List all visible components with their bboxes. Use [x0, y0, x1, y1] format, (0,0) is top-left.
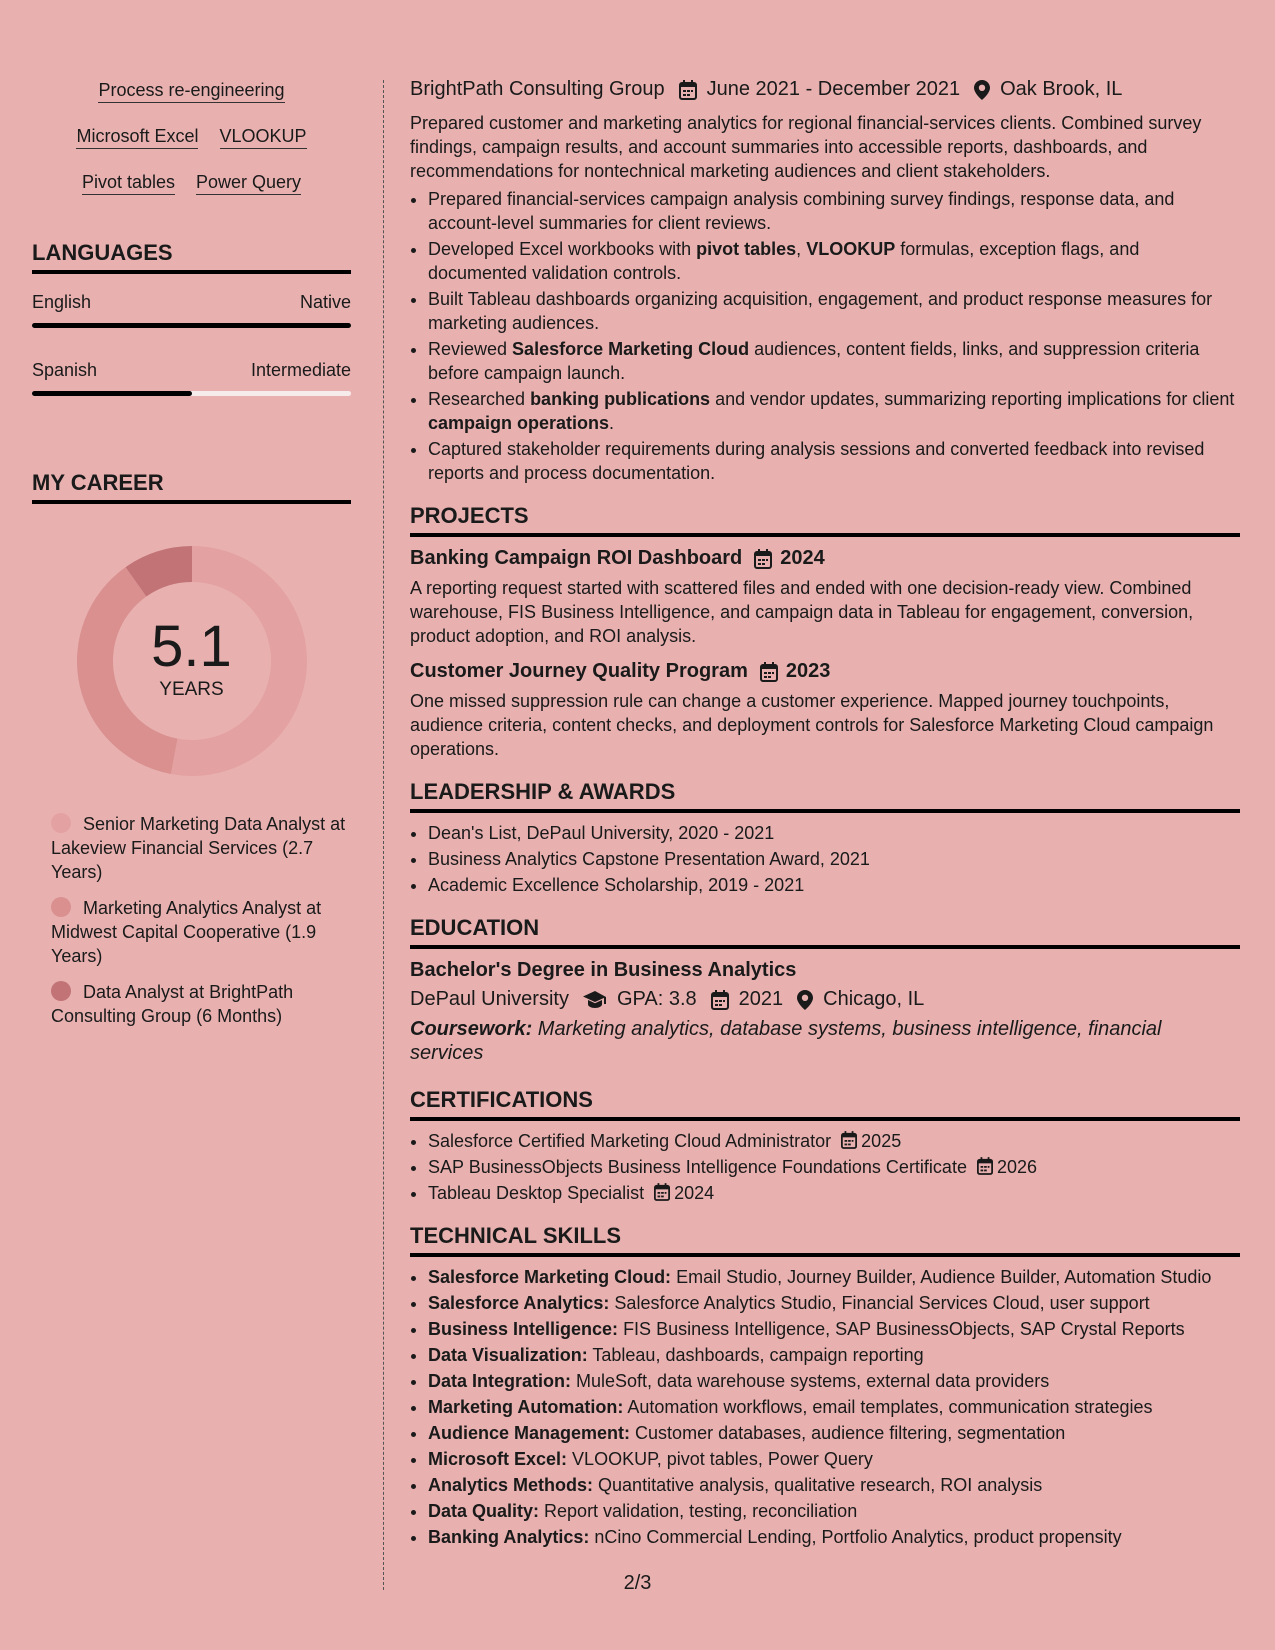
- certification-item: [428, 1129, 1240, 1153]
- list-item: • Dean's List, DePaul University, 2020 - 2021: [428, 821, 1240, 845]
- legend-item: [51, 980, 351, 1028]
- legend-dot: [51, 981, 71, 1001]
- calendar-icon: [654, 1183, 670, 1201]
- company-name: BrightPath Consulting Group: [410, 78, 665, 100]
- legend-dot: [51, 897, 71, 917]
- certifications-heading: CERTIFICATIONS: [410, 1087, 1240, 1121]
- coursework-text: Marketing analytics, database systems, business intelligence, financial services: [410, 1018, 1162, 1064]
- technical-skills-list: [410, 1265, 1240, 1549]
- list-item: • Academic Excellence Scholarship, 2019 - 2021: [428, 873, 1240, 897]
- list-item: • Business Analytics Capstone Presentation Award, 2021: [428, 847, 1240, 871]
- skill-tags: [32, 80, 351, 196]
- certification-item: [428, 1181, 1240, 1205]
- experience-meta: [410, 78, 1240, 101]
- career-years-unit: YEARS: [159, 679, 224, 700]
- legend-dot: [51, 813, 71, 833]
- experience-dates: June 2021 - December 2021: [706, 78, 961, 100]
- technical-skill-item: • Salesforce Marketing Cloud: Email Studio, Journey Builder, Audience Builder, Automation Studio: [428, 1265, 1240, 1289]
- experience-bullet: • Built Tableau dashboards organizing acquisition, engagement, and product response measures for marketing audiences.: [428, 287, 1240, 335]
- proficiency-bar: [32, 323, 351, 328]
- language-item: [32, 360, 351, 396]
- education-heading: EDUCATION: [410, 915, 1240, 949]
- location-pin-icon: [974, 80, 990, 100]
- certification-item: [428, 1155, 1240, 1179]
- certifications-list: [410, 1129, 1240, 1205]
- certification-year: 2024: [674, 1183, 715, 1203]
- experience-location: Oak Brook, IL: [1000, 78, 1123, 100]
- experience-bullet: • Reviewed Salesforce Marketing Cloud audiences, content fields, links, and suppression criteria before campaign launch.: [428, 337, 1240, 385]
- career-legend: [32, 812, 351, 1028]
- project-year: 2023: [785, 660, 831, 682]
- calendar-icon: [711, 990, 729, 1010]
- technical-skill-item: • Data Integration: MuleSoft, data warehouse systems, external data providers: [428, 1369, 1240, 1393]
- column-divider: [383, 80, 384, 1590]
- coursework: [410, 1017, 1240, 1065]
- proficiency-bar: [32, 391, 351, 396]
- technical-skill-item: • Analytics Methods: Quantitative analysis, qualitative research, ROI analysis: [428, 1473, 1240, 1497]
- leadership-heading: LEADERSHIP & AWARDS: [410, 779, 1240, 813]
- school-name: DePaul University: [410, 988, 569, 1010]
- project-title: Banking Campaign ROI Dashboard: [410, 547, 743, 569]
- project-description: A reporting request started with scattered files and ended with one decision-ready view. Combined warehouse, FIS Business Intelligence, and campaign data in Tableau for engagement, conversion, product adoption, and ROI analysis.: [410, 578, 1194, 646]
- technical-skill-item: • Banking Analytics: nCino Commercial Lending, Portfolio Analytics, product propensity: [428, 1525, 1240, 1549]
- experience-bullets: [410, 187, 1240, 485]
- skill-tag: VLOOKUP: [220, 126, 307, 149]
- experience-summary: Prepared customer and marketing analytics for regional financial-services clients. Combined survey findings, campaign results, and account summaries into accessible reports, dashboards, and recommendations for nontechnical marketing audiences and client stakeholders.: [410, 113, 1202, 181]
- calendar-icon: [977, 1157, 993, 1175]
- skill-tag: Pivot tables: [82, 172, 175, 195]
- certification-year: 2025: [861, 1131, 902, 1151]
- career-total-years: 5.1: [151, 614, 232, 679]
- calendar-icon: [754, 549, 772, 569]
- page-number: 2/3: [623, 1572, 652, 1594]
- project-title: Customer Journey Quality Program: [410, 660, 748, 682]
- legend-label: Data Analyst at BrightPath Consulting Group (6 Months): [51, 982, 294, 1026]
- legend-item: [51, 896, 351, 968]
- right-column: [410, 78, 1240, 1551]
- graduation-cap-icon: [583, 991, 607, 1009]
- technical-skill-item: • Data Quality: Report validation, testing, reconciliation: [428, 1499, 1240, 1523]
- language-name: English: [32, 292, 92, 312]
- certification-name: Salesforce Certified Marketing Cloud Administrator: [428, 1131, 832, 1151]
- legend-item: [51, 812, 351, 884]
- proficiency-fill: [32, 391, 192, 396]
- legend-label: Marketing Analytics Analyst at Midwest Capital Cooperative (1.9 Years): [51, 898, 322, 966]
- calendar-icon: [679, 80, 697, 100]
- education-meta: [410, 988, 1240, 1011]
- skill-tag: Microsoft Excel: [76, 126, 198, 149]
- degree-title: Bachelor's Degree in Business Analytics: [410, 959, 797, 981]
- certification-name: SAP BusinessObjects Business Intelligence Foundations Certificate: [428, 1157, 967, 1177]
- technical-skill-item: • Salesforce Analytics: Salesforce Analytics Studio, Financial Services Cloud, user support: [428, 1291, 1240, 1315]
- legend-label: Senior Marketing Data Analyst at Lakeview Financial Services (2.7 Years): [51, 814, 346, 882]
- language-level: Native: [299, 292, 351, 312]
- experience-bullet: • Developed Excel workbooks with pivot tables, VLOOKUP formulas, exception flags, and documented validation controls.: [428, 237, 1240, 285]
- experience-bullet: • Prepared financial-services campaign analysis combining survey findings, response data, and account-level summaries for client reviews.: [428, 187, 1240, 235]
- project-title-row: [410, 547, 1240, 570]
- calendar-icon: [760, 662, 778, 682]
- left-column: [32, 80, 351, 1040]
- skill-tag: Power Query: [196, 172, 301, 195]
- technical-skill-item: • Data Visualization: Tableau, dashboards, campaign reporting: [428, 1343, 1240, 1367]
- project-year: 2024: [780, 547, 825, 569]
- experience-bullet: • Researched banking publications and vendor updates, summarizing reporting implications for client campaign operations.: [428, 387, 1240, 435]
- language-level: Intermediate: [250, 360, 351, 380]
- certification-year: 2026: [996, 1157, 1038, 1177]
- career-heading: MY CAREER: [32, 470, 351, 504]
- skill-tag: Process re-engineering: [98, 80, 284, 103]
- language-name: Spanish: [32, 360, 98, 380]
- school-location: Chicago, IL: [823, 988, 925, 1010]
- technical-skills-heading: TECHNICAL SKILLS: [410, 1223, 1240, 1257]
- certification-name: Tableau Desktop Specialist: [428, 1183, 645, 1203]
- technical-skill-item: • Business Intelligence: FIS Business Intelligence, SAP BusinessObjects, SAP Crystal Reports: [428, 1317, 1240, 1341]
- project-description: One missed suppression rule can change a customer experience. Mapped journey touchpoints, audience criteria, content checks, and deployment controls for Salesforce Marketing Cloud campaign operations.: [410, 691, 1214, 759]
- coursework-label: Coursework:: [410, 1018, 533, 1040]
- graduation-year: 2021: [738, 988, 784, 1010]
- technical-skill-item: • Audience Management: Customer databases, audience filtering, segmentation: [428, 1421, 1240, 1445]
- career-donut-chart: [77, 546, 307, 776]
- languages-heading: LANGUAGES: [32, 240, 351, 274]
- gpa: GPA: 3.8: [616, 988, 697, 1010]
- technical-skill-item: • Marketing Automation: Automation workflows, email templates, communication strategies: [428, 1395, 1240, 1419]
- projects-heading: PROJECTS: [410, 503, 1240, 537]
- leadership-list: [410, 821, 1240, 897]
- experience-bullet: • Captured stakeholder requirements during analysis sessions and converted feedback into revised reports and process documentation.: [428, 437, 1240, 485]
- language-item: [32, 292, 351, 328]
- calendar-icon: [841, 1131, 857, 1149]
- technical-skill-item: • Microsoft Excel: VLOOKUP, pivot tables, Power Query: [428, 1447, 1240, 1471]
- project-title-row: [410, 660, 1240, 683]
- proficiency-fill: [32, 323, 351, 328]
- location-pin-icon: [797, 990, 813, 1010]
